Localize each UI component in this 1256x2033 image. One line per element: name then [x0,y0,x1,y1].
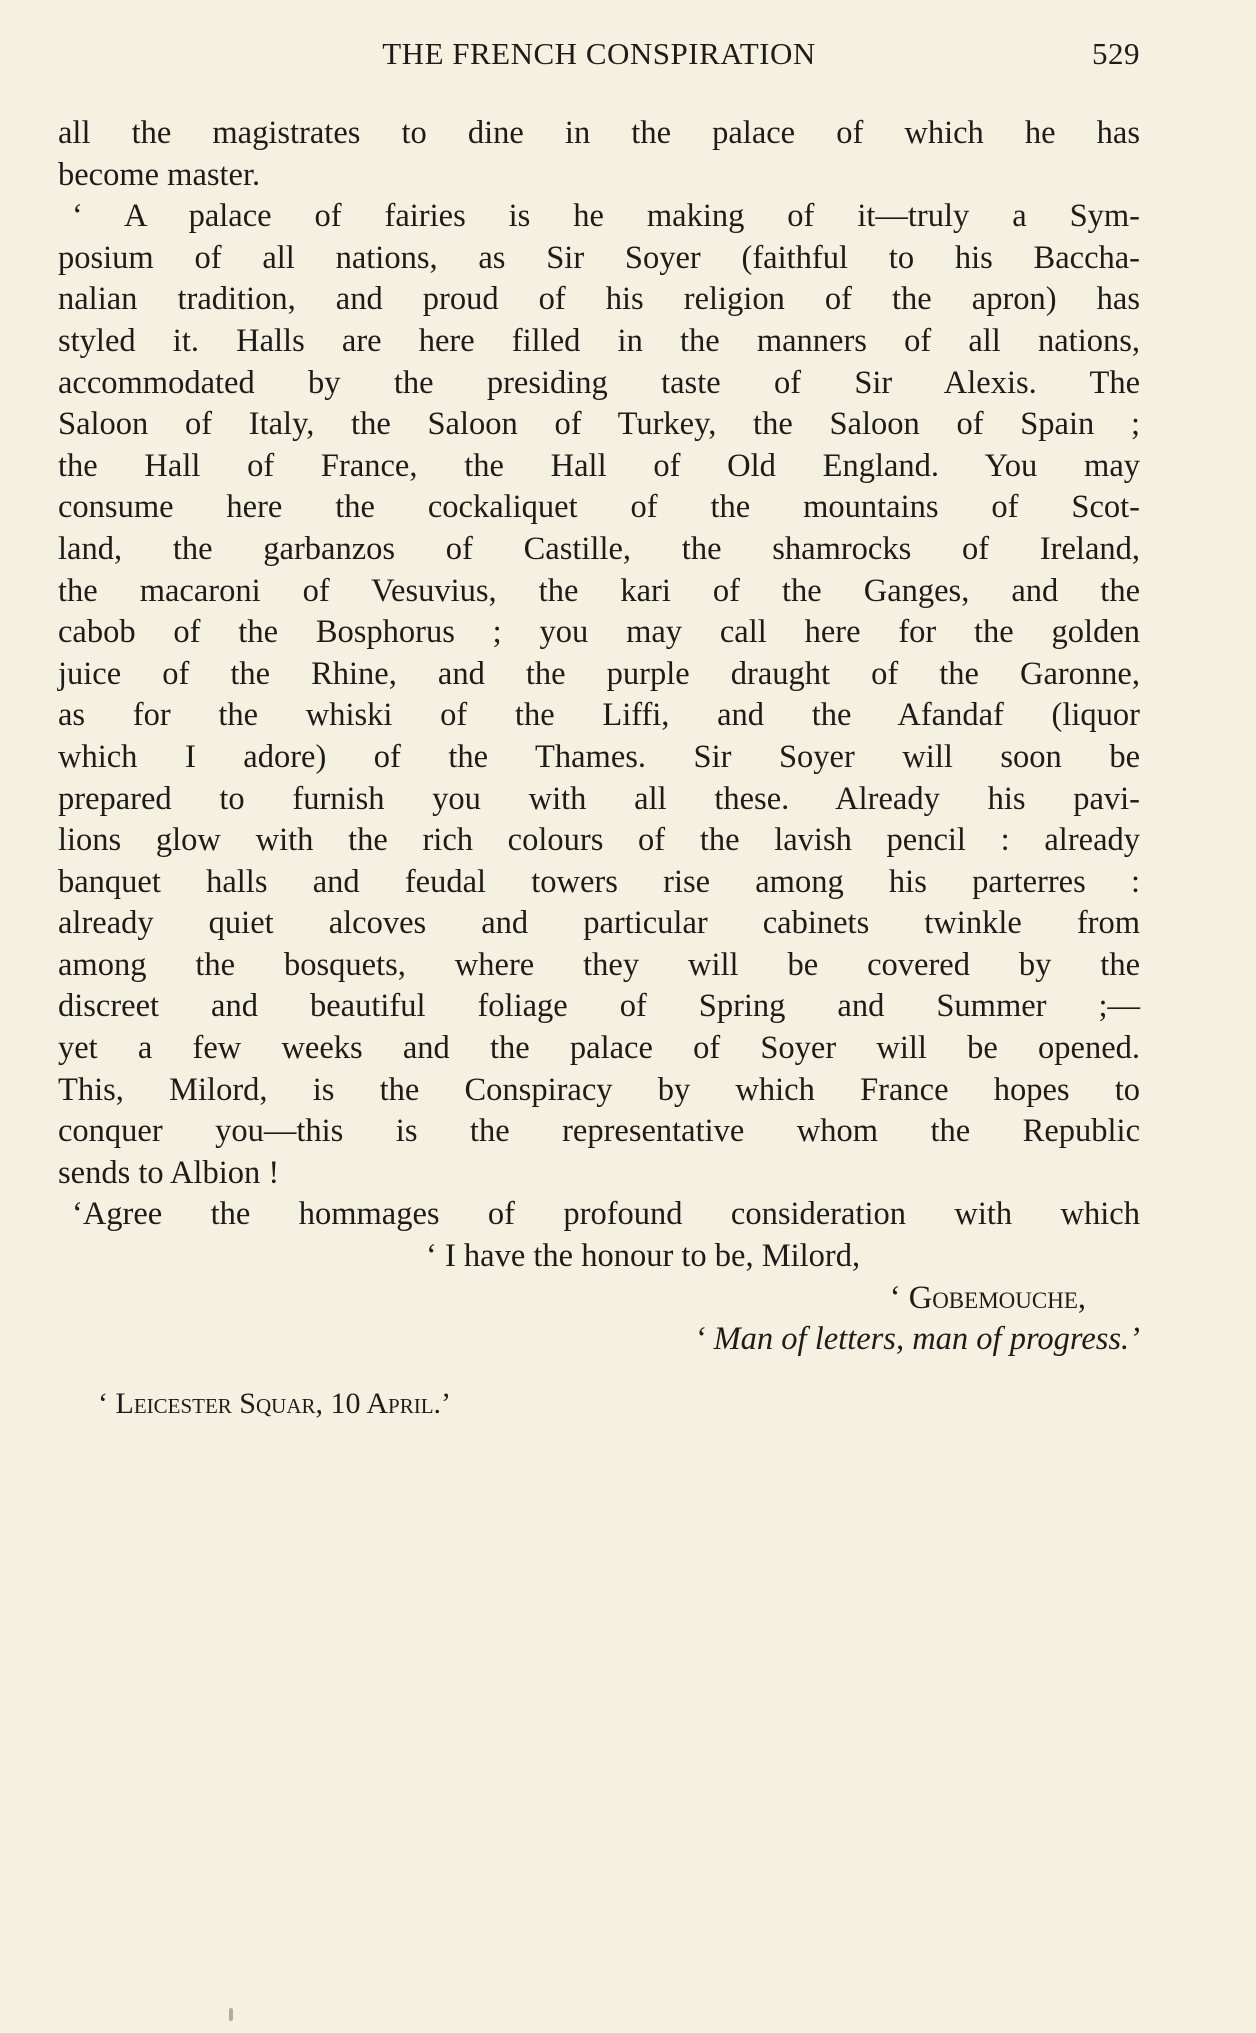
text-line: ‘ A palace of fairies is he making of it—truly a Sym- [72,198,1140,235]
text-line: become master. [58,156,261,193]
text-line: already quiet alcoves and particular cabinets twinkle from [58,905,1140,942]
text-line: yet a few weeks and the palace of Soyer will be opened. [58,1030,1140,1067]
page-header [58,36,1140,80]
text-line: as for the whiski of the Liffi, and the Afandaf (liquor [58,697,1140,734]
text-line: prepared to furnish you with all these. Already his pavi- [58,780,1140,817]
closing-line: ‘ I have the honour to be, Milord, [426,1238,861,1275]
text-line: banquet halls and feudal towers rise among his parterres : [58,863,1140,900]
text-line: among the bosquets, where they will be covered by the [58,946,1140,983]
text-line: land, the garbanzos of Castille, the shamrocks of Ireland, [58,530,1140,567]
page-speck [229,2008,233,2021]
text-line: ‘Agree the hommages of profound consideration with which [72,1196,1140,1233]
text-line: the Hall of France, the Hall of Old England. You may [58,447,1140,484]
text-line: sends to Albion ! [58,1154,280,1191]
text-line: nalian tradition, and proud of his religion of the apron) has [58,281,1140,318]
text-line: juice of the Rhine, and the purple draught of the Garonne, [58,655,1140,692]
text-line: lions glow with the rich colours of the lavish pencil : already [58,822,1140,859]
text-line: This, Milord, is the Conspiracy by which France hopes to [58,1071,1140,1108]
text-line: conquer you—this is the representative whom the Republic [58,1113,1140,1150]
text-line: accommodated by the presiding taste of Sir Alexis. The [58,364,1140,401]
text-line: styled it. Halls are here filled in the manners of all nations, [58,322,1140,359]
text-line: consume here the cockaliquet of the mountains of Scot- [58,489,1140,526]
text-line: which I adore) of the Thames. Sir Soyer will soon be [58,738,1140,775]
text-line: all the magistrates to dine in the palace of which he has [58,115,1140,151]
running-title: THE FRENCH CONSPIRATION [382,36,816,71]
signature: ‘ Gobemouche, [889,1279,1086,1316]
page-number: 529 [1092,36,1140,71]
signature-title: ‘ Man of letters, man of progress.’ [694,1321,1140,1358]
text-line: posium of all nations, as Sir Soyer (faithful to his Baccha- [58,239,1140,276]
body-text [58,113,1140,1424]
text-line: the macaroni of Vesuvius, the kari of the Ganges, and the [58,572,1140,609]
text-line: Saloon of Italy, the Saloon of Turkey, the Saloon of Spain ; [58,406,1140,443]
text-line: discreet and beautiful foliage of Spring and Summer ;— [58,988,1140,1025]
text-line: cabob of the Bosphorus ; you may call here for the golden [58,614,1140,651]
dateline: ‘ Leicester Squar, 10 April.’ [98,1386,452,1420]
